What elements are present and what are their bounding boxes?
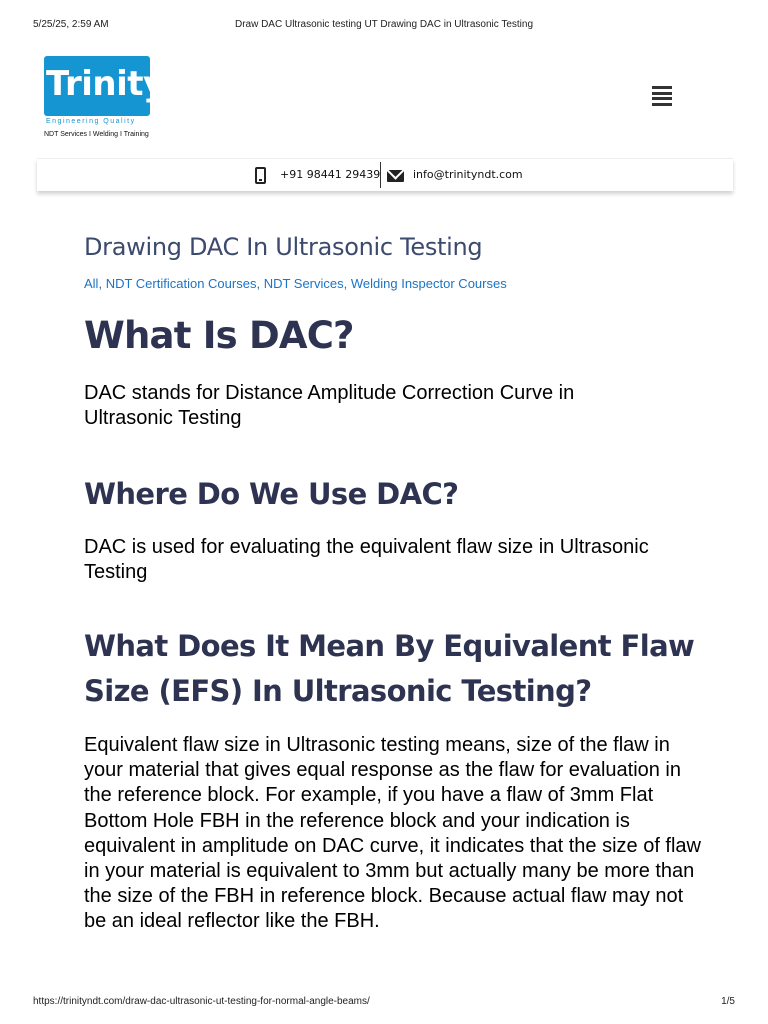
- section-body-equivalent-flaw-size: Equivalent flaw size in Ultrasonic testing means, size of the flaw in your material that gives equal response as the flaw for evaluation in the reference block. For example, if you have a flaw of 3mm Flat Bottom Hole FBH in the reference block and your indication is equivalent in amplitude on DAC curve, it indicates that the size of flaw in your material is equivalent to 3mm but actually many be more than the size of the FBH in reference block. Because actual flaw may not be an ideal reflector like the FBH.: [84, 734, 701, 933]
- category-link-all[interactable]: All: [84, 276, 99, 291]
- site-logo[interactable]: [44, 56, 165, 146]
- print-page-number: 1/5: [721, 996, 735, 1007]
- print-timestamp: 5/25/25, 2:59 AM: [33, 19, 109, 30]
- contact-bar: [37, 158, 733, 191]
- article-title: Drawing DAC In Ultrasonic Testing: [84, 233, 483, 261]
- logo-badge: [44, 56, 165, 116]
- contact-divider: [380, 162, 381, 188]
- category-links: All, NDT Certification Courses, NDT Services, Welding Inspector Courses: [84, 276, 507, 291]
- category-link-ndt-certification[interactable]: NDT Certification Courses: [105, 276, 257, 291]
- logo-tagline: Engineering Quality: [46, 118, 136, 125]
- section-body-where-use-dac: DAC is used for evaluating the equivalent flaw size in Ultrasonic Testing: [84, 536, 649, 583]
- print-header: [33, 19, 735, 33]
- envelope-icon: [387, 170, 404, 182]
- email-link[interactable]: info@trinityndt.com: [413, 168, 523, 181]
- print-footer: [33, 996, 735, 1010]
- section-heading-where-use-dac: Where Do We Use DAC?: [84, 477, 459, 511]
- print-url: https://trinityndt.com/draw-dac-ultrasonic-ut-testing-for-normal-angle-beams/: [33, 996, 370, 1007]
- category-link-welding-inspector[interactable]: Welding Inspector Courses: [350, 276, 507, 291]
- section-heading-equivalent-flaw-size: What Does It Mean By Equivalent Flaw Size (EFS) In Ultrasonic Testing?: [84, 629, 695, 708]
- hamburger-menu-icon[interactable]: [652, 86, 673, 106]
- print-page-title: Draw DAC Ultrasonic testing UT Drawing DAC in Ultrasonic Testing: [234, 19, 534, 30]
- logo-services-line: NDT Services I Welding I Training: [44, 131, 149, 138]
- section-body-what-is-dac: DAC stands for Distance Amplitude Correction Curve in Ultrasonic Testing: [84, 382, 575, 429]
- logo-wordmark: Trinity: [46, 64, 165, 104]
- section-heading-what-is-dac: What Is DAC?: [84, 314, 354, 357]
- phone-link[interactable]: +91 98441 29439: [280, 168, 381, 181]
- category-link-ndt-services[interactable]: NDT Services: [263, 276, 344, 291]
- mobile-phone-icon: [255, 167, 266, 184]
